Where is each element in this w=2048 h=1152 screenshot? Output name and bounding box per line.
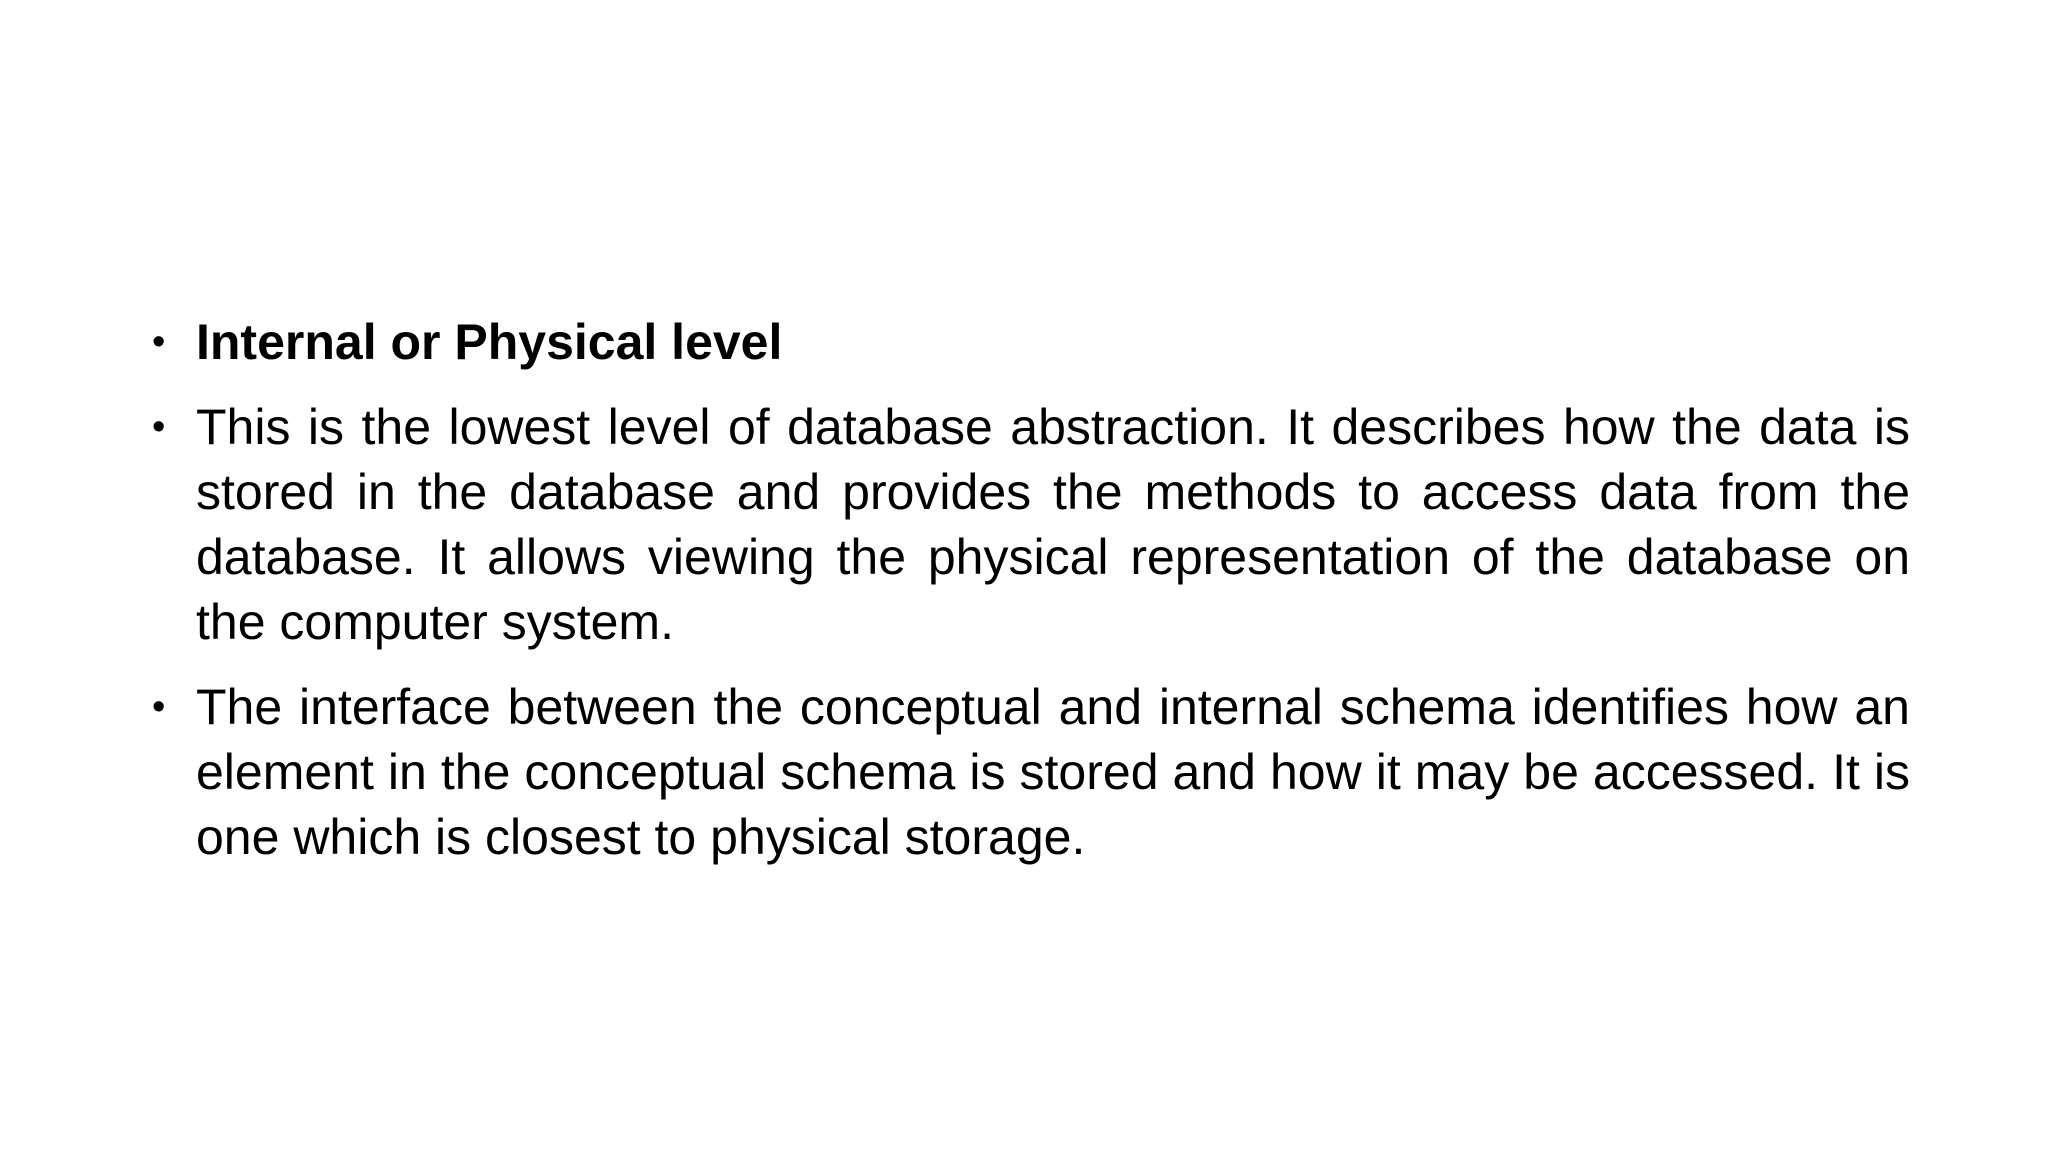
bullet-description-interface xyxy=(150,675,1910,870)
slide-content xyxy=(150,310,1910,890)
bullet-text: Internal or Physical level xyxy=(196,314,783,370)
bullet-icon: • xyxy=(152,321,166,363)
bullet-text: The interface between the conceptual and internal schema identifies how an element in the conceptual schema is stored and how it may be accessed. It is one which is closest to physical storage. xyxy=(196,679,1910,865)
bullet-icon: • xyxy=(152,686,166,728)
bullet-heading-internal-physical-level xyxy=(150,310,1910,375)
bullet-text: This is the lowest level of database abstraction. It describes how the data is stored in the database and provides the methods to access data from the database. It allows viewing the physical representation of the database on the computer system. xyxy=(196,399,1910,650)
bullet-list xyxy=(150,310,1910,870)
bullet-description-lowest-level xyxy=(150,395,1910,655)
bullet-icon: • xyxy=(152,406,166,448)
